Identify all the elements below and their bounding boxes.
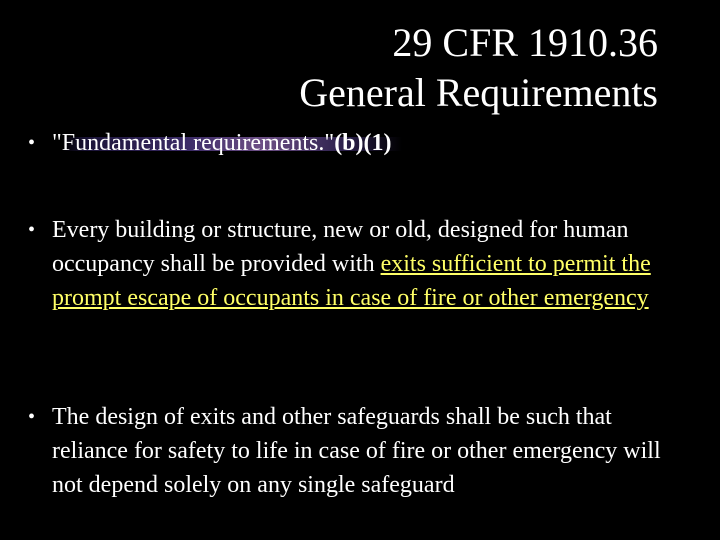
- bullet-dot-icon: •: [28, 219, 36, 241]
- slide-title: [58, 18, 658, 118]
- bullet-safeguards-design: [28, 400, 693, 502]
- title-line-citation: 29 CFR 1910.36: [392, 20, 658, 65]
- bullet-text: [52, 126, 402, 160]
- bullet-dot-icon: •: [28, 132, 36, 154]
- bullet-dot-icon: •: [28, 406, 36, 428]
- highlighted-phrase: exits sufficient to permit the prompt escape of occupants in case of fire or other emergency: [52, 251, 651, 311]
- bullet-fundamental-requirements: [28, 126, 708, 160]
- bullet-exits-sufficient: [28, 213, 693, 315]
- bullet-text: [52, 213, 693, 315]
- title-line-heading: General Requirements: [299, 70, 658, 115]
- bullet-text-plain: Every building or structure, new or old, designed for human occupancy shall be provided with: [52, 217, 629, 277]
- bullet-label: "Fundamental requirements.": [52, 130, 335, 156]
- regulation-reference: (b)(1): [334, 130, 392, 156]
- bullet-text: The design of exits and other safeguards shall be such that reliance for safety to life in case of fire or other emergency will not depend solely on any single safeguard: [52, 404, 661, 498]
